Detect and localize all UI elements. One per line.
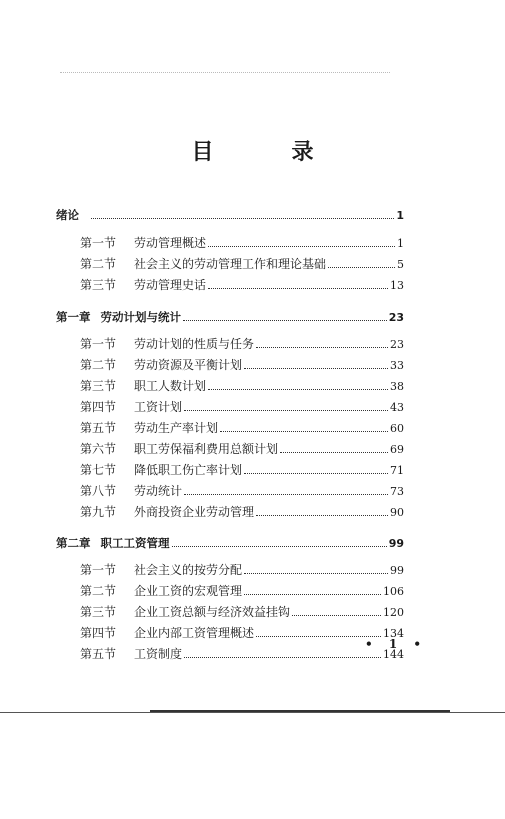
page-number: 99: [390, 564, 404, 577]
section-title: 工资制度: [134, 647, 183, 661]
chapter-number: 第一章: [56, 310, 91, 324]
toc-section-row: [80, 647, 404, 662]
dot-leader: [256, 515, 388, 516]
section-number: 第四节: [80, 626, 117, 640]
toc-section-row: [80, 442, 404, 457]
page-number: 13: [390, 279, 404, 292]
page-number: 43: [390, 401, 404, 414]
section-title: 企业内部工资管理概述: [134, 626, 255, 640]
section-title: 劳动管理概述: [134, 236, 207, 250]
dot-leader: [328, 267, 395, 268]
toc-section-row: [80, 257, 404, 272]
page-number: 23: [390, 338, 404, 351]
page-number: 144: [383, 648, 404, 661]
page-number: 90: [390, 506, 404, 519]
page-title: 目 录: [191, 139, 342, 165]
dot-leader: [184, 494, 388, 495]
page-number: 1: [396, 209, 404, 222]
dot-leader: [184, 410, 388, 411]
chapter-number: 第二章: [56, 536, 91, 550]
section-number: 第四节: [80, 400, 117, 414]
section-number: 第五节: [80, 647, 117, 661]
section-title: 企业工资的宏观管理: [134, 584, 243, 598]
section-number: 第五节: [80, 421, 117, 435]
chapter-number: 绪论: [56, 208, 79, 222]
toc-section-row: [80, 626, 404, 641]
section-number: 第二节: [80, 257, 117, 271]
section-number: 第二节: [80, 358, 117, 372]
page-number: 73: [390, 485, 404, 498]
section-title: 工资计划: [134, 400, 183, 414]
section-title: 劳动生产率计划: [134, 421, 219, 435]
toc-section-row: [80, 421, 404, 436]
section-number: 第三节: [80, 379, 117, 393]
toc-section-row: [80, 400, 404, 415]
dot-leader: [220, 431, 388, 432]
page-number: 33: [390, 359, 404, 372]
dot-leader: [208, 389, 388, 390]
scan-edge-line: [0, 712, 505, 713]
page-number: 69: [390, 443, 404, 456]
section-title: 外商投资企业劳动管理: [134, 505, 255, 519]
dot-leader: [172, 546, 387, 547]
section-number: 第七节: [80, 463, 117, 477]
dot-leader: [91, 218, 394, 219]
section-title: 职工劳保福利费用总额计划: [134, 442, 279, 456]
page-folio: • 1 •: [365, 637, 428, 651]
toc-section-row: [80, 278, 404, 293]
section-title: 社会主义的按劳分配: [134, 563, 243, 577]
toc-section-row: [80, 584, 404, 599]
toc-section-row: [80, 236, 404, 251]
section-title: 劳动统计: [134, 484, 183, 498]
toc-section-row: [80, 605, 404, 620]
dot-leader: [244, 368, 388, 369]
section-number: 第三节: [80, 278, 117, 292]
dot-leader: [244, 473, 388, 474]
page-number: 71: [390, 464, 404, 477]
page-number: 99: [388, 537, 404, 550]
toc-section-row: [80, 358, 404, 373]
dot-leader: [244, 573, 388, 574]
toc-section-row: [80, 337, 404, 352]
section-number: 第一节: [80, 563, 117, 577]
toc-chapter-row: [56, 536, 404, 551]
section-number: 第三节: [80, 605, 117, 619]
section-title: 劳动资源及平衡计划: [134, 358, 243, 372]
toc-section-row: [80, 463, 404, 478]
section-title: 劳动管理史话: [134, 278, 207, 292]
dot-leader: [256, 636, 381, 637]
section-number: 第一节: [80, 337, 117, 351]
section-title: 降低职工伤亡率计划: [134, 463, 243, 477]
page-number: 38: [390, 380, 404, 393]
section-number: 第六节: [80, 442, 117, 456]
page-number: 1: [397, 237, 404, 250]
toc-section-row: [80, 484, 404, 499]
dot-leader: [244, 594, 381, 595]
dot-leader: [280, 452, 388, 453]
toc-section-row: [80, 379, 404, 394]
section-number: 第二节: [80, 584, 117, 598]
section-number: 第一节: [80, 236, 117, 250]
section-title: 职工人数计划: [134, 379, 207, 393]
toc-chapter-row: [56, 310, 404, 325]
dot-leader: [208, 246, 395, 247]
section-number: 第九节: [80, 505, 117, 519]
chapter-title: 劳动计划与统计: [100, 310, 181, 324]
section-title: 企业工资总额与经济效益挂钩: [134, 605, 291, 619]
section-number: 第八节: [80, 484, 117, 498]
scan-speckle: [60, 72, 390, 79]
page-number: 23: [388, 311, 404, 324]
chapter-title: 职工工资管理: [100, 536, 170, 550]
toc-section-row: [80, 563, 404, 578]
toc-section-row: [80, 505, 404, 520]
page-number: 60: [390, 422, 404, 435]
section-title: 社会主义的劳动管理工作和理论基础: [134, 257, 327, 271]
page-number: 5: [397, 258, 404, 271]
page-number: 120: [383, 606, 404, 619]
dot-leader: [184, 657, 381, 658]
section-title: 劳动计划的性质与任务: [134, 337, 255, 351]
dot-leader: [208, 288, 388, 289]
toc-chapter-row: [56, 208, 404, 223]
dot-leader: [183, 320, 387, 321]
dot-leader: [256, 347, 388, 348]
dot-leader: [292, 615, 381, 616]
page-number: 106: [383, 585, 404, 598]
page-number: 134: [383, 627, 404, 640]
